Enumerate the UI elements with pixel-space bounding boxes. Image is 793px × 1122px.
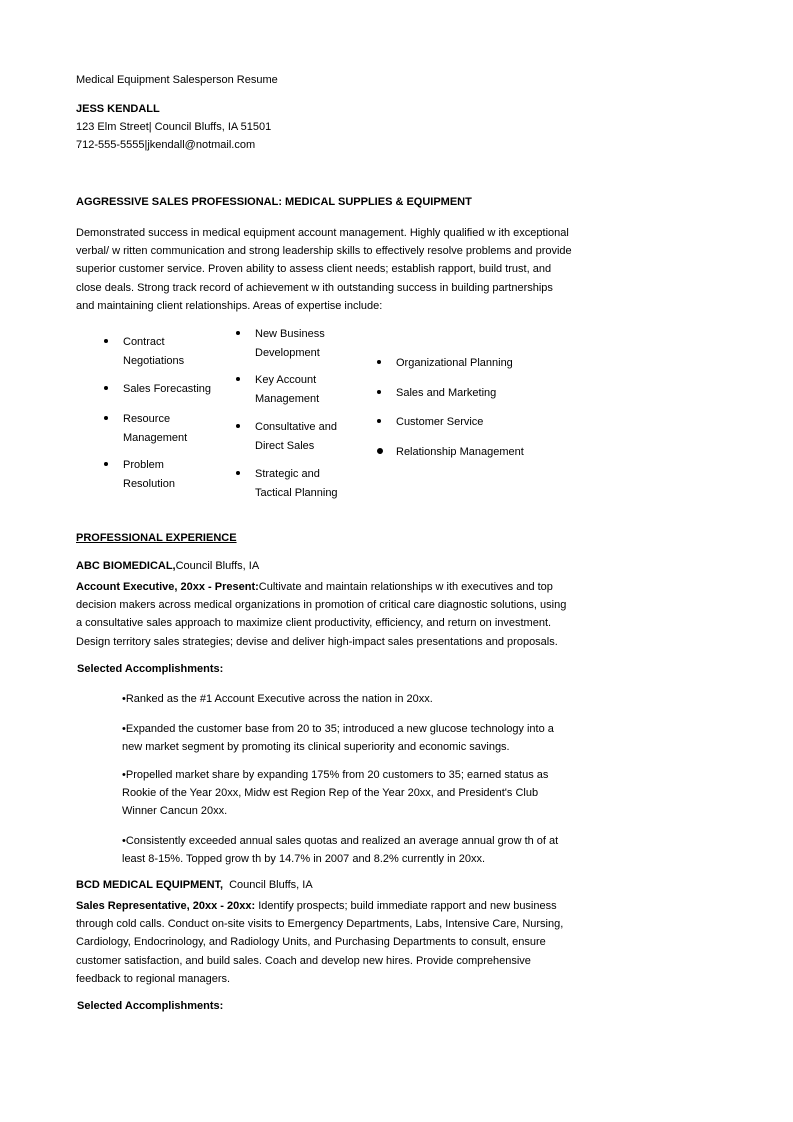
job2-line: Cardiology, Endocrinology, and Radiology Units, and Purchasing Departments to consult, ensure — [76, 936, 546, 949]
job1-accomplishments-heading: Selected Accomplishments: — [77, 663, 224, 675]
bullet-icon — [236, 331, 240, 335]
skill-item: Key Account Management — [255, 374, 320, 405]
candidate-name: JESS KENDALL — [76, 103, 160, 115]
summary-line: and maintaining client relationships. Areas of expertise include: — [76, 299, 383, 312]
job2-line: through cold calls. Conduct on-site visits to Emergency Departments, Labs, Intensive Care, Nursing, — [76, 918, 564, 931]
job2-line: customer satisfaction, and build sales. Coach and develop new hires. Provide comprehensive — [76, 954, 531, 967]
skill-item: Strategic and Tactical Planning — [255, 468, 338, 499]
job2-description — [76, 897, 564, 988]
job2-first-line: Identify prospects; build immediate rapport and new business — [255, 900, 557, 912]
skill-item: Problem Resolution — [123, 459, 175, 490]
skill-item: Contract Negotiations — [123, 336, 185, 367]
accomplishment-item: •Propelled market share by expanding 175% from 20 customers to 35; earned status as Rookie of the Year 20xx, Midw est Region Rep of the Year 20xx, and President's Club Winner Cancun 20xx. — [122, 769, 549, 818]
summary-paragraph — [76, 224, 572, 315]
accomplishment-item: •Ranked as the #1 Account Executive across the nation in 20xx. — [122, 693, 433, 705]
job2-title: Sales Representative, 20xx - 20xx: — [76, 900, 256, 912]
accomplishment-item: •Expanded the customer base from 20 to 35; introduced a new glucose technology into a new market segment by promoting its clinical superiority and economic savings. — [122, 723, 554, 754]
document-title: Medical Equipment Salesperson Resume — [76, 74, 278, 86]
skill-item: Sales Forecasting — [123, 383, 212, 395]
summary-line: verbal/ w ritten communication and strong leadership skills to effectively resolve problems and provide — [76, 245, 572, 258]
bullet-icon — [377, 390, 381, 394]
accomplishment-item: •Consistently exceeded annual sales quotas and realized an average annual grow th of at least 8-15%. Topped grow th by 14.7% in 2007 and 8.2% currently in 20xx. — [122, 835, 559, 866]
job1-first-line: Cultivate and maintain relationships w ith executives and top — [258, 581, 553, 593]
skill-item: Sales and Marketing — [396, 387, 497, 399]
skill-item: Relationship Management — [396, 446, 524, 458]
job1-title: Account Executive, 20xx - Present: — [76, 581, 259, 593]
skill-item: Customer Service — [396, 416, 484, 428]
job2-accomplishments-heading: Selected Accomplishments: — [77, 1000, 224, 1012]
candidate-phone-email: 712-555-5555|jkendall@notmail.com — [76, 139, 256, 151]
job1-location: Council Bluffs, IA — [175, 560, 260, 572]
job1-company-line — [76, 560, 259, 572]
bullet-icon — [104, 462, 108, 466]
job1-line: decision makers across medical organizations in promotion of critical care diagnostic solutions, using — [76, 599, 567, 612]
bullet-icon — [377, 360, 381, 364]
bullet-icon — [236, 377, 240, 381]
skill-item: Resource Management — [123, 413, 188, 444]
job2-location: Council Bluffs, IA — [229, 879, 313, 891]
skill-item: New Business Development — [255, 328, 325, 359]
bullet-icon — [236, 424, 240, 428]
bullet-icon — [104, 386, 108, 390]
job2-line: feedback to regional managers. — [76, 972, 231, 985]
job2-company-line — [76, 879, 313, 891]
headline: AGGRESSIVE SALES PROFESSIONAL: MEDICAL SUPPLIES & EQUIPMENT — [76, 196, 472, 208]
bullet-icon — [104, 416, 108, 420]
experience-heading: PROFESSIONAL EXPERIENCE — [76, 532, 237, 544]
skill-item: Consultative and Direct Sales — [255, 421, 337, 452]
summary-line: close deals. Strong track record of achievement w ith outstanding success in building partnerships — [76, 281, 553, 294]
bullet-icon — [377, 448, 383, 454]
bullet-icon — [104, 339, 108, 343]
job1-line: a consultative sales approach to maximize client productivity, efficiency, and return on investment. — [76, 617, 552, 630]
job1-line: Design territory sales strategies; devise and deliver high-impact sales presentations and proposals. — [76, 635, 558, 648]
bullet-icon — [236, 471, 240, 475]
job1-description — [76, 578, 567, 651]
bullet-icon — [377, 419, 381, 423]
skill-item: Organizational Planning — [396, 357, 513, 369]
summary-line: superior customer service. Proven ability to assess client needs; establish rapport, build trust, and — [76, 263, 552, 276]
candidate-address: 123 Elm Street| Council Bluffs, IA 51501 — [76, 121, 272, 133]
job2-company: BCD MEDICAL EQUIPMENT, — [76, 879, 224, 891]
job1-company: ABC BIOMEDICAL, — [76, 560, 176, 572]
summary-line: Demonstrated success in medical equipment account management. Highly qualified w ith exceptional — [76, 227, 569, 239]
